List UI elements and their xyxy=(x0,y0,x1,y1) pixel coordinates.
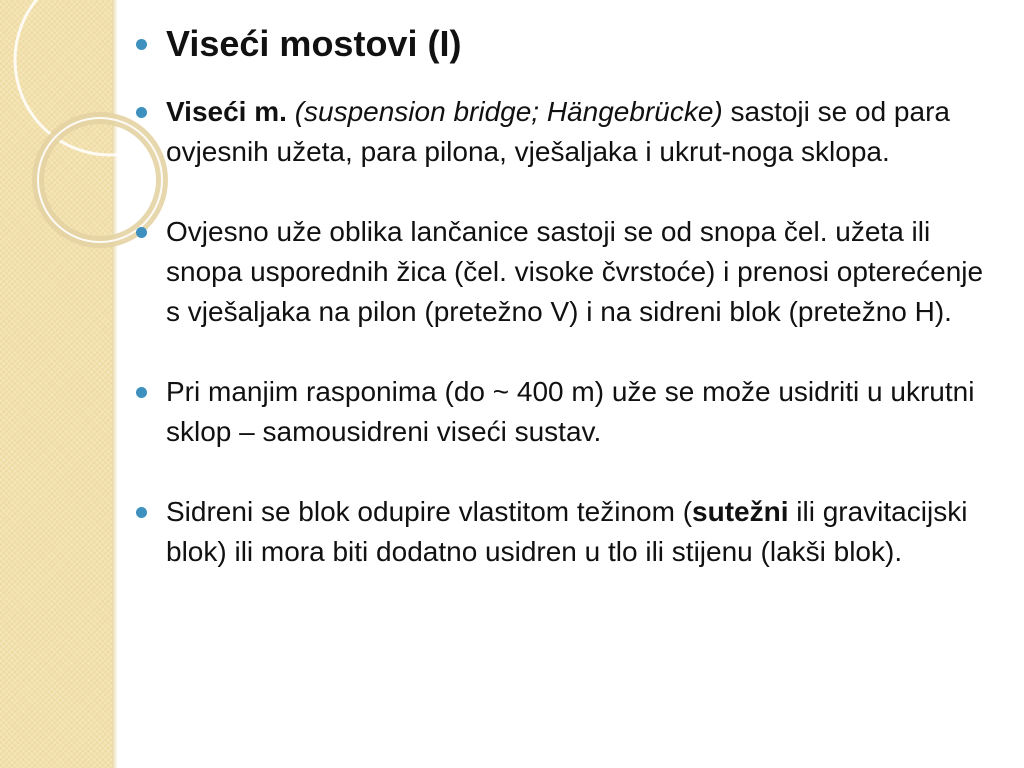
bullet-item-2 xyxy=(132,212,992,332)
bullet-2-text: Ovjesno uže oblika lančanice sastoji se od snopa čel. užeta ili snopa usporednih žica (čel. visoke čvrstoće) i prenosi opterećenje s vješaljaka na pilon (pretežno V) i na sidreni blok (pretežno H). xyxy=(166,216,984,327)
title-text: Viseći mostovi (I) xyxy=(166,23,462,64)
bullet-3-text: Pri manjim rasponima (do ~ 400 m) uže se može usidriti u ukrutni sklop – samousidreni viseći sustav. xyxy=(166,376,975,447)
bullet-1-translation: (suspension bridge; Hängebrücke) xyxy=(294,96,723,127)
bullet-4-text-post: ili gravitacijski blok) ili mora biti dodatno usidren u tlo ili stijenu (lakši blok). xyxy=(166,496,968,567)
bullet-icon xyxy=(136,107,147,118)
bullet-item-3 xyxy=(132,372,992,452)
bullet-4-bold-term: sutežni xyxy=(692,496,789,527)
bullet-1-text: sastoji se od para ovjesnih užeta, para pilona, vješaljaka i ukrut-noga sklopa. xyxy=(166,96,950,167)
bullet-item-1 xyxy=(132,92,992,172)
slide-title xyxy=(132,20,992,68)
bullet-icon xyxy=(136,39,147,50)
bullet-1-term: Viseći m. xyxy=(166,96,287,127)
bullet-icon xyxy=(136,387,147,398)
bullet-4-text-pre: Sidreni se blok odupire vlastitom težinom ( xyxy=(166,496,693,527)
slide-content xyxy=(132,20,992,572)
bullet-icon xyxy=(136,227,147,238)
bullet-item-4 xyxy=(132,492,992,572)
bullet-icon xyxy=(136,507,147,518)
